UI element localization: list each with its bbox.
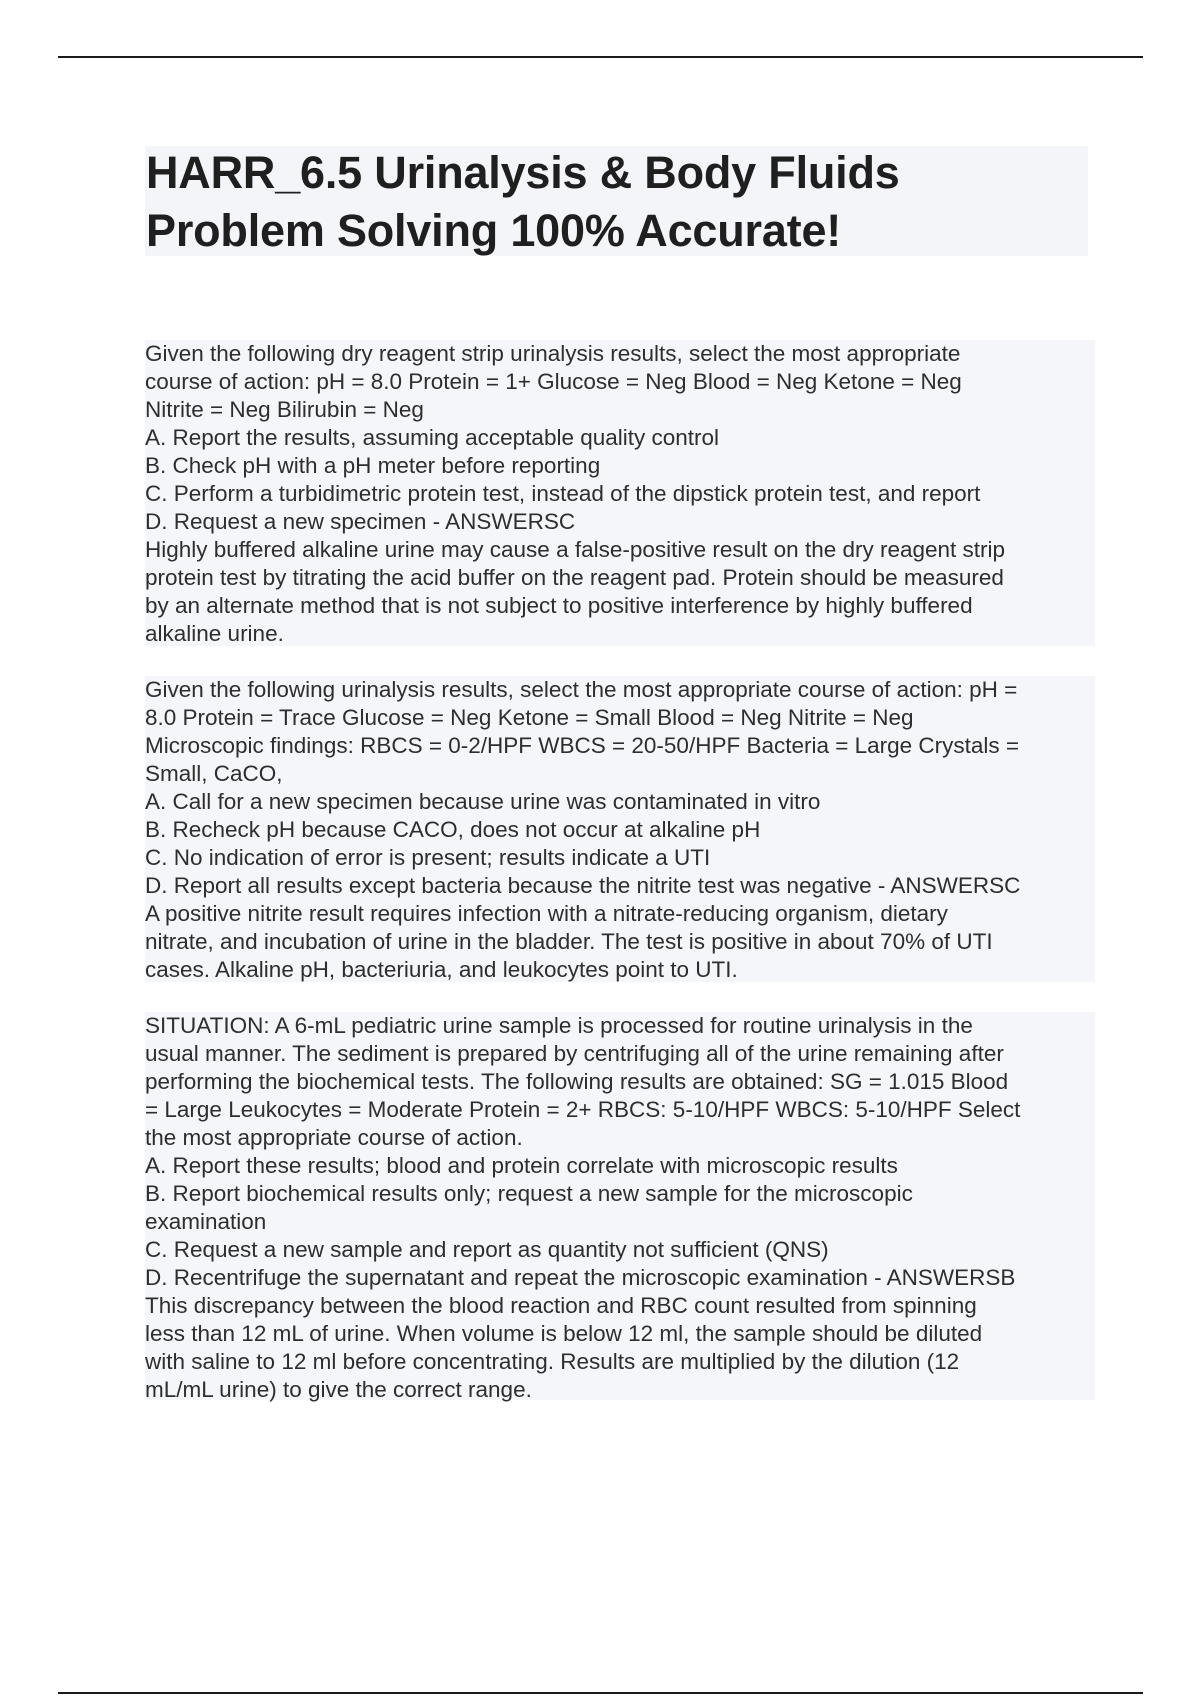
q2-explanation-line: cases. Alkaline pH, bacteriuria, and leukocytes point to UTI.: [145, 957, 738, 982]
q3-stem-line: performing the biochemical tests. The following results are obtained: SG = 1.015 Blood: [145, 1069, 1009, 1094]
q3-explanation-line: This discrepancy between the blood reaction and RBC count resulted from spinning: [145, 1293, 977, 1318]
q2-stem-line: Given the following urinalysis results, select the most appropriate course of action: pH =: [145, 677, 1018, 702]
q3-stem-line: = Large Leukocytes = Moderate Protein = 2+ RBCS: 5-10/HPF WBCS: 5-10/HPF Select: [145, 1097, 1021, 1122]
q2-explanation-line: nitrate, and incubation of urine in the bladder. The test is positive in about 70% of UTI: [145, 929, 993, 954]
q1-option-c: C. Perform a turbidimetric protein test, instead of the dipstick protein test, and report: [145, 481, 981, 506]
q1-stem-line: course of action: pH = 8.0 Protein = 1+ Glucose = Neg Blood = Neg Ketone = Neg: [145, 369, 962, 394]
q1-stem-line: Given the following dry reagent strip urinalysis results, select the most appropriate: [145, 341, 961, 366]
q1-explanation-line: alkaline urine.: [145, 621, 284, 646]
q1-stem-line: Nitrite = Neg Bilirubin = Neg: [145, 397, 424, 422]
q2-stem-line: Microscopic findings: RBCS = 0-2/HPF WBCS = 20-50/HPF Bacteria = Large Crystals =: [145, 733, 1020, 758]
footer-rule: [58, 1692, 1143, 1694]
q2-stem-line: 8.0 Protein = Trace Glucose = Neg Ketone = Small Blood = Neg Nitrite = Neg: [145, 705, 914, 730]
q3-option-b-continued: examination: [145, 1209, 267, 1234]
q2-option-b: B. Recheck pH because CACO, does not occur at alkaline pH: [145, 817, 761, 842]
q3-option-d-answer: D. Recentrifuge the supernatant and repeat the microscopic examination - ANSWERSB: [145, 1265, 1016, 1290]
q3-option-a: A. Report these results; blood and protein correlate with microscopic results: [145, 1153, 898, 1178]
q1-explanation-line: by an alternate method that is not subject to positive interference by highly buffered: [145, 593, 973, 618]
document-title-line-1: HARR_6.5 Urinalysis & Body Fluids: [146, 147, 900, 198]
q3-option-b: B. Report biochemical results only; request a new sample for the microscopic: [145, 1181, 913, 1206]
q2-option-c: C. No indication of error is present; results indicate a UTI: [145, 845, 711, 870]
q3-stem-line: SITUATION: A 6-mL pediatric urine sample is processed for routine urinalysis in the: [145, 1013, 973, 1038]
q3-option-c: C. Request a new sample and report as quantity not sufficient (QNS): [145, 1237, 829, 1262]
q3-stem-line: the most appropriate course of action.: [145, 1125, 523, 1150]
q3-explanation-line: mL/mL urine) to give the correct range.: [145, 1377, 532, 1402]
q2-explanation-line: A positive nitrite result requires infection with a nitrate-reducing organism, dietary: [145, 901, 948, 926]
q3-stem-line: usual manner. The sediment is prepared by centrifuging all of the urine remaining after: [145, 1041, 1004, 1066]
q2-option-a: A. Call for a new specimen because urine was contaminated in vitro: [145, 789, 821, 814]
q1-option-d-answer: D. Request a new specimen - ANSWERSC: [145, 509, 576, 534]
q1-option-b: B. Check pH with a pH meter before reporting: [145, 453, 601, 478]
q2-stem-line: Small, CaCO,: [145, 761, 283, 786]
q3-explanation-line: with saline to 12 ml before concentrating. Results are multiplied by the dilution (12: [145, 1349, 960, 1374]
q1-option-a: A. Report the results, assuming acceptable quality control: [145, 425, 720, 450]
q1-explanation-line: protein test by titrating the acid buffer on the reagent pad. Protein should be measured: [145, 565, 1004, 590]
header-rule: [58, 56, 1143, 58]
q2-option-d-answer: D. Report all results except bacteria because the nitrite test was negative - ANSWERSC: [145, 873, 1021, 898]
q1-explanation-line: Highly buffered alkaline urine may cause a false-positive result on the dry reagent strip: [145, 537, 1006, 562]
document-title-line-2: Problem Solving 100% Accurate!: [146, 205, 842, 256]
q3-explanation-line: less than 12 mL of urine. When volume is below 12 ml, the sample should be diluted: [145, 1321, 983, 1346]
